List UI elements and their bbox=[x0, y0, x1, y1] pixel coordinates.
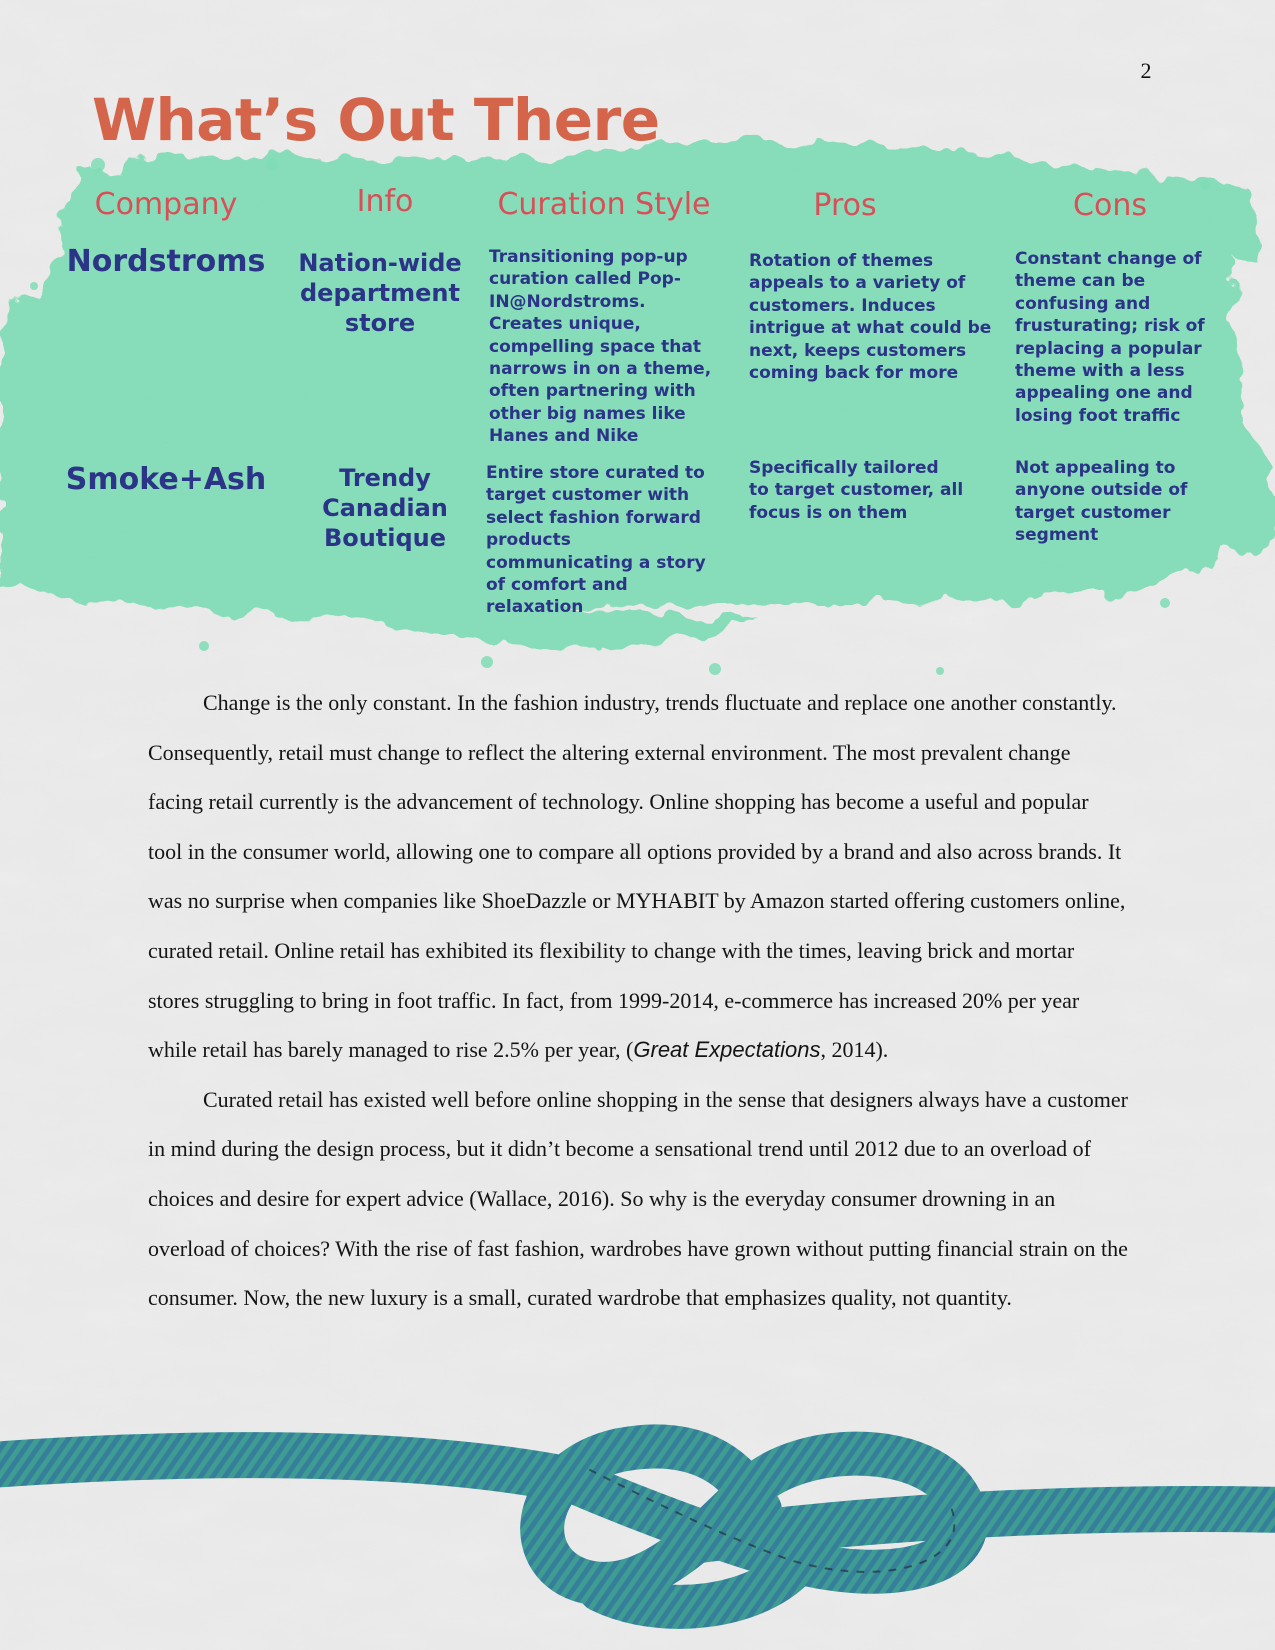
table-row-company: Smoke+Ash bbox=[65, 462, 267, 497]
table-row-curation: Entire store curated to target customer with select fashion forward products communicating a story of comfort and relaxation bbox=[486, 463, 706, 618]
column-header-curation-style: Curation Style bbox=[497, 187, 711, 222]
page-title: What’s Out There bbox=[92, 86, 660, 154]
table-row-pros: Rotation of themes appeals to a variety of customers. Induces intrigue at what could be next, keeps customers coming back for more bbox=[749, 251, 992, 384]
column-header-pros: Pros bbox=[813, 188, 877, 223]
body-text bbox=[148, 678, 1128, 1323]
paragraph-2: Curated retail has existed well before online shopping in the sense that designers always have a customer in mind during the design process, but it didn’t become a sensational trend until 2012 due to an overload of choices and desire for expert advice (Wallace, 2016). So why is the everyday consumer drowning in an overload of choices? With the rise of fast fashion, wardrobes have grown without putting financial strain on the consumer. Now, the new luxury is a small, curated wardrobe that emphasizes quality, not quantity. bbox=[148, 1086, 1128, 1311]
citation-title: Great Expectations bbox=[633, 1037, 821, 1063]
paragraph-1-end: , 2014). bbox=[820, 1037, 889, 1063]
table-row-info: Trendy Canadian Boutique bbox=[322, 464, 448, 552]
table-row-cons: Constant change of theme can be confusing and frusturating; risk of replacing a popular theme with a less appealing one and losing foot traffic bbox=[1015, 249, 1205, 426]
table-row-curation: Transitioning pop-up curation called Pop-IN@Nordstroms. Creates unique, compelling space that narrows in on a theme, often partnering with other big names like Hanes and Nike bbox=[489, 247, 712, 447]
page-number: 2 bbox=[1140, 58, 1152, 83]
paragraph-1 bbox=[148, 678, 1128, 1075]
table-row-info: Nation-wide department store bbox=[298, 249, 462, 337]
rope-knot-illustration bbox=[0, 1410, 1275, 1650]
column-header-company: Company bbox=[94, 187, 238, 222]
table-row-company: Nordstroms bbox=[66, 244, 266, 279]
column-header-cons: Cons bbox=[1073, 188, 1147, 223]
paragraph-1-text: Change is the only constant. In the fashion industry, trends fluctuate and replace one another constantly. Consequently, retail must change to reflect the altering external environment. The most prevalent change facing retail currently is the advancement of technology. Online shopping has become a useful and popular tool in the consumer world, allowing one to compare all options provided by a brand and also across brands. It was no surprise when companies like ShoeDazzle or MYHABIT by Amazon started offering customers online, curated retail. Online retail has exhibited its flexibility to change with the times, leaving brick and mortar stores struggling to bring in foot traffic. In fact, from 1999-2014, e-commerce has increased 20% per year while retail has barely managed to rise 2.5% per year, ( bbox=[148, 690, 1126, 1063]
table-row-cons: Not appealing to anyone outside of target customer segment bbox=[1015, 458, 1188, 546]
column-header-info: Info bbox=[356, 184, 414, 219]
table-row-pros: Specifically tailored to target customer, all focus is on them bbox=[749, 458, 964, 523]
